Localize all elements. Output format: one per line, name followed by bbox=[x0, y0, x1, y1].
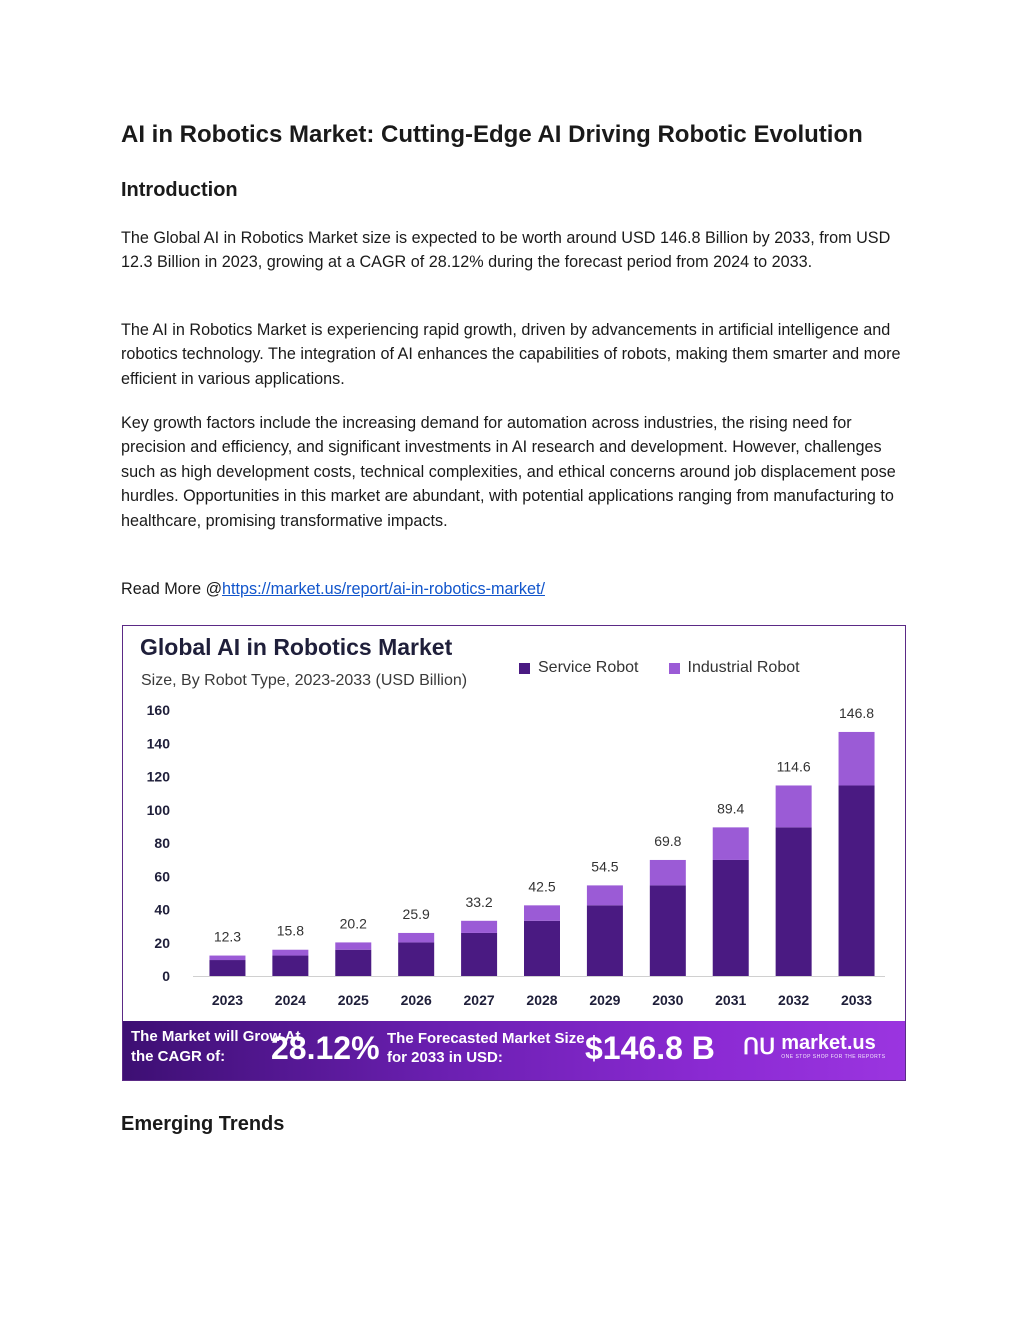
page-title: AI in Robotics Market: Cutting-Edge AI Driving Robotic Evolution bbox=[121, 121, 863, 148]
bar-total-label: 15.8 bbox=[276, 922, 304, 939]
intro-paragraph-3: Key growth factors include the increasing demand for automation across industries, the rising need for precision and efficiency, and significant investments in AI research and development. However, challenges such as high development costs, technical complexities, and ethical concerns around job displacement pose hurdles. Opportunities in this market are abundant, with potential applications ranging from manufacturing to healthcare, promising transformative impacts. bbox=[121, 414, 896, 530]
bar-chart bbox=[123, 626, 906, 1021]
x-tick-label: 2030 bbox=[652, 992, 684, 1008]
bar-service-robot bbox=[209, 960, 245, 976]
bar-service-robot bbox=[524, 921, 560, 976]
bar-industrial-robot bbox=[461, 921, 497, 933]
x-tick-label: 2025 bbox=[337, 992, 369, 1008]
forecast-value: $146.8 B bbox=[585, 1030, 715, 1066]
bar-total-label: 42.5 bbox=[528, 878, 556, 895]
bar-industrial-robot bbox=[209, 956, 245, 960]
bar-industrial-robot bbox=[398, 933, 434, 942]
logo-wordmark bbox=[781, 1033, 885, 1060]
y-tick-label: 40 bbox=[154, 901, 170, 918]
bar-service-robot bbox=[335, 950, 371, 976]
y-tick-label: 160 bbox=[146, 702, 170, 718]
y-tick-label: 0 bbox=[162, 968, 170, 984]
intro-paragraph-1: The Global AI in Robotics Market size is expected to be worth around USD 146.8 Billion by 2033, from USD 12.3 Billion in 2023, growing at a CAGR of 28.12% during the forecast period from 2024 to 2033. bbox=[121, 229, 891, 272]
bar-industrial-robot bbox=[272, 950, 308, 956]
chart-title: Global AI in Robotics Market bbox=[140, 634, 453, 660]
y-tick-label: 100 bbox=[146, 801, 170, 818]
bar-service-robot bbox=[461, 933, 497, 976]
legend-label-service: Service Robot bbox=[538, 659, 639, 676]
y-tick-label: 60 bbox=[154, 868, 170, 885]
read-more-prefix: Read More @ bbox=[121, 580, 223, 598]
x-tick-label: 2033 bbox=[840, 992, 873, 1008]
x-tick-label: 2024 bbox=[274, 992, 306, 1008]
bar-total-label: 33.2 bbox=[465, 893, 493, 910]
intro-heading: Introduction bbox=[121, 179, 238, 201]
chart-subtitle: Size, By Robot Type, 2023-2033 (USD Billion) bbox=[141, 672, 468, 689]
x-tick-label: 2027 bbox=[463, 992, 495, 1008]
x-tick-label: 2028 bbox=[526, 992, 558, 1008]
bar-total-label: 146.8 bbox=[839, 704, 875, 721]
bar-service-robot bbox=[398, 942, 434, 976]
cagr-value: 28.12% bbox=[271, 1030, 380, 1066]
bar-total-label: 89.4 bbox=[717, 800, 745, 817]
bar-industrial-robot bbox=[524, 905, 560, 920]
bar-total-label: 69.8 bbox=[654, 832, 682, 849]
bar-total-label: 25.9 bbox=[402, 905, 430, 922]
market-infographic bbox=[122, 625, 906, 1081]
forecast-label: The Forecasted Market Size for 2033 in USD: bbox=[387, 1030, 585, 1066]
bar-total-label: 20.2 bbox=[339, 915, 367, 932]
logo-text: market.us bbox=[781, 1032, 876, 1054]
bar-service-robot bbox=[713, 860, 749, 976]
read-more-link[interactable]: https://market.us/report/ai-in-robotics-market/ bbox=[222, 580, 545, 598]
bar-industrial-robot bbox=[776, 785, 812, 827]
bar-total-label: 12.3 bbox=[213, 928, 242, 945]
bar-service-robot bbox=[587, 905, 623, 976]
y-tick-label: 80 bbox=[154, 835, 170, 851]
cagr-label: The Market will Grow At the CAGR of: bbox=[131, 1028, 301, 1065]
y-tick-label: 120 bbox=[146, 768, 170, 785]
bar-service-robot bbox=[776, 827, 812, 976]
market-us-logo bbox=[743, 1033, 886, 1060]
bar-service-robot bbox=[272, 956, 308, 976]
logo-mark-icon: ᑎᑌ bbox=[743, 1033, 776, 1059]
logo-tagline: ONE STOP SHOP FOR THE REPORTS bbox=[781, 1054, 886, 1060]
read-more-line bbox=[121, 577, 911, 601]
x-tick-label: 2023 bbox=[211, 992, 244, 1008]
x-tick-label: 2032 bbox=[778, 992, 810, 1008]
y-tick-label: 20 bbox=[154, 934, 170, 951]
emerging-trends-heading: Emerging Trends bbox=[121, 1113, 285, 1135]
x-tick-label: 2031 bbox=[715, 992, 747, 1008]
bar-industrial-robot bbox=[650, 860, 686, 885]
bar-industrial-robot bbox=[839, 732, 875, 786]
bar-service-robot bbox=[650, 885, 686, 976]
bar-total-label: 114.6 bbox=[776, 758, 811, 775]
x-tick-label: 2029 bbox=[589, 992, 621, 1008]
legend-label-industrial: Industrial Robot bbox=[687, 659, 800, 676]
bar-service-robot bbox=[839, 785, 875, 976]
bar-industrial-robot bbox=[587, 885, 623, 905]
bar-total-label: 54.5 bbox=[591, 858, 619, 875]
y-tick-label: 140 bbox=[146, 735, 170, 752]
bar-industrial-robot bbox=[713, 827, 749, 860]
intro-paragraph-2: The AI in Robotics Market is experiencing rapid growth, driven by advancements in artificial intelligence and robotics technology. The integration of AI enhances the capabilities of robots, making them smarter and more efficient in various applications. bbox=[121, 321, 901, 388]
bar-industrial-robot bbox=[335, 942, 371, 949]
summary-banner bbox=[123, 1021, 906, 1081]
x-tick-label: 2026 bbox=[400, 992, 432, 1008]
